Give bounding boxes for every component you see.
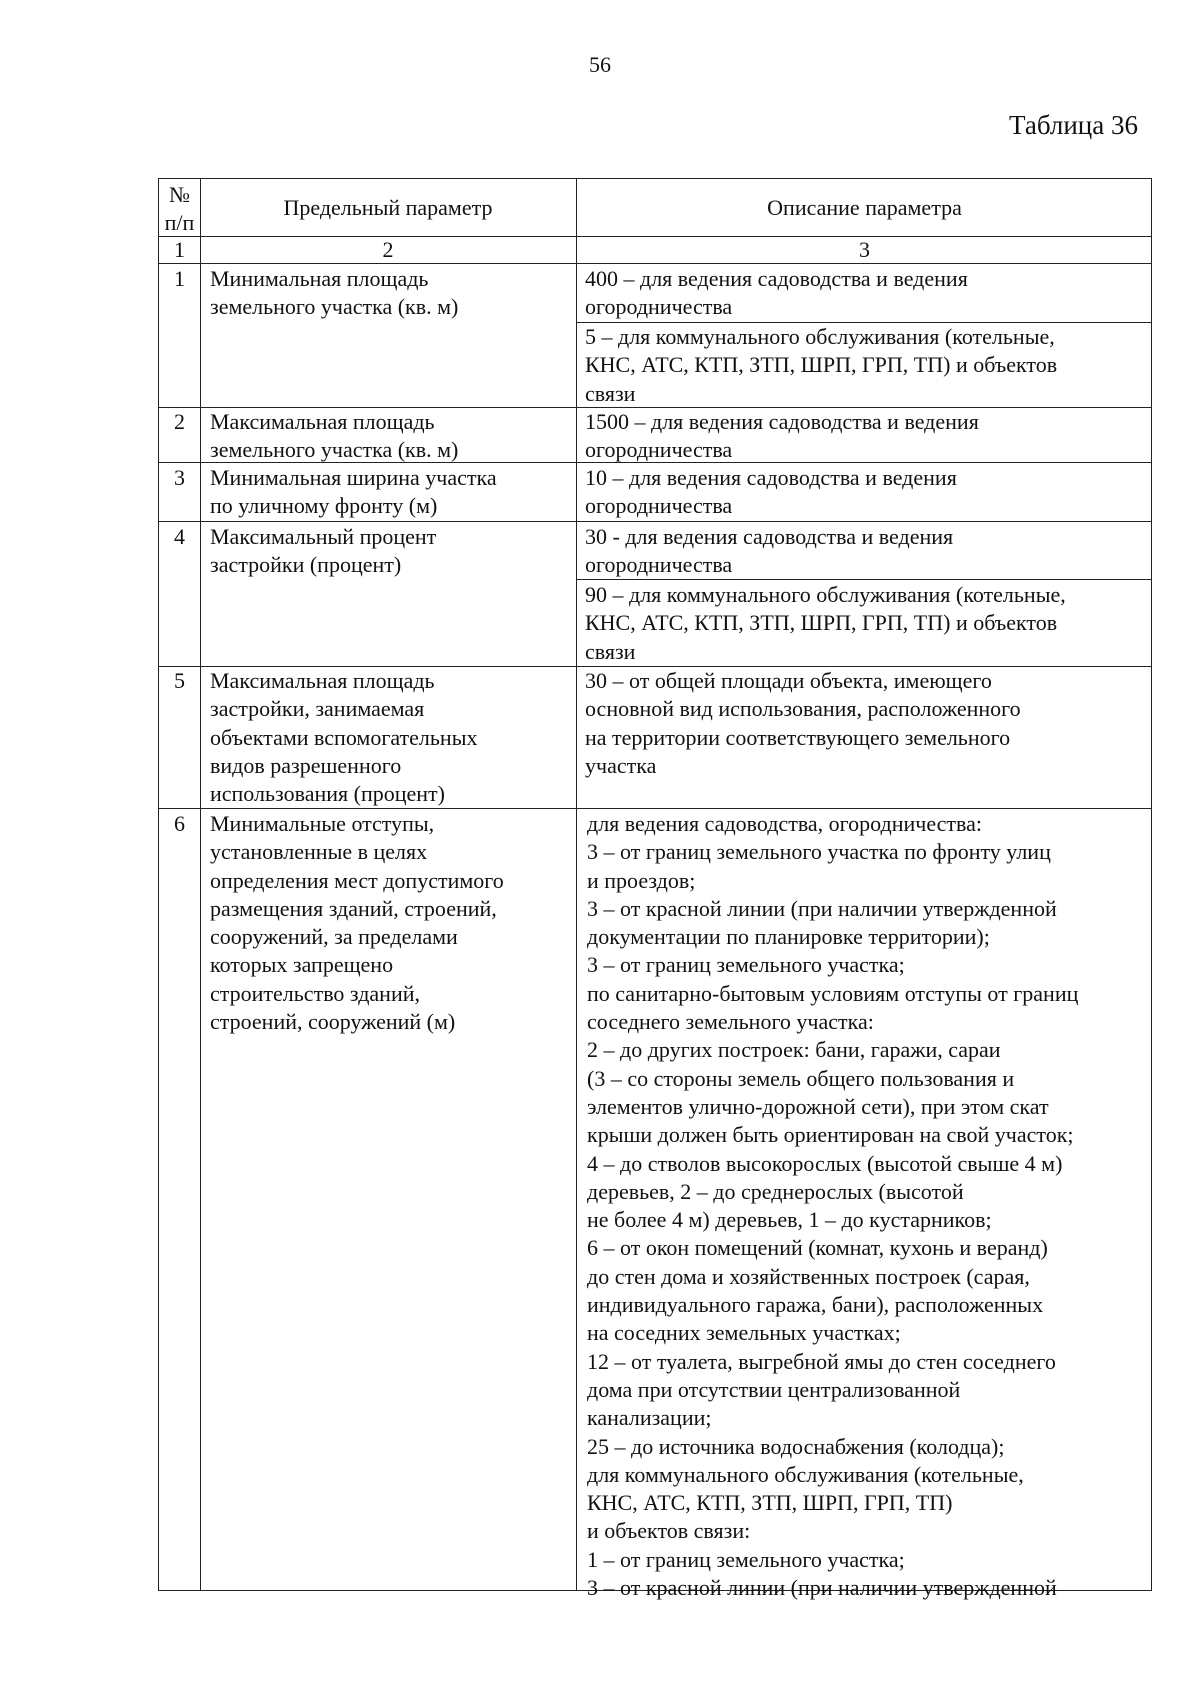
header-description: Описание параметра: [767, 195, 962, 220]
row-number: 3: [174, 465, 185, 490]
description-line: 12 – от туалета, выгребной ямы до стен соседнего: [587, 1348, 1056, 1374]
parameter-cell: Минимальная площадь земельного участка (кв. м): [210, 266, 459, 320]
parameter-cell: Максимальный процент застройки (процент): [210, 524, 437, 578]
description-line: 3 – от красной линии (при наличии утвержденной: [587, 1575, 1057, 1601]
limits-table: [158, 178, 1152, 1601]
description-line: документации по планировке территории);: [587, 924, 990, 950]
description-line: 25 – до источника водоснабжения (колодца);: [587, 1433, 1005, 1459]
description-line: индивидуального гаража, бани), расположенных: [587, 1292, 1044, 1318]
description-cell: 400 – для ведения садоводства и ведения огородничества: [585, 266, 968, 320]
description-line: на соседних земельных участках;: [587, 1320, 901, 1346]
row-number: 4: [174, 524, 185, 549]
description-line: 4 – до стволов высокорослых (высотой свыше 4 м): [587, 1150, 1063, 1176]
parameter-cell: Минимальная ширина участка по уличному фронту (м): [210, 465, 497, 519]
description-cell: 1500 – для ведения садоводства и ведения огородничества: [585, 409, 979, 463]
description-line: и проездов;: [587, 867, 696, 893]
description-line: 3 – от границ земельного участка по фронту улиц: [587, 839, 1051, 865]
description-cell: 90 – для коммунального обслуживания (котельные, КНС, АТС, КТП, ЗТП, ШРП, ГРП, ТП) и объектов связи: [585, 582, 1066, 664]
column-divider: [576, 179, 577, 1590]
row-number: 6: [174, 811, 185, 836]
description-line: 6 – от окон помещений (комнат, кухонь и веранд): [587, 1235, 1048, 1261]
description-cell: 10 – для ведения садоводства и ведения огородничества: [585, 465, 957, 519]
description-line: для ведения садоводства, огородничества:: [587, 811, 982, 836]
description-line: элементов улично-дорожной сети), при этом скат: [587, 1093, 1049, 1119]
description-cell: [587, 810, 1078, 1602]
parameter-cell: Максимальная площадь застройки, занимаемая объектами вспомогательных видов разрешенного использования (процент): [210, 668, 478, 807]
row-number: 5: [174, 668, 185, 693]
description-line: канализации;: [587, 1405, 712, 1431]
parameter-cell: Минимальные отступы, установленные в целях определения мест допустимого размещения зданий, строений, сооружений, за пределами которых запрещено строительство зданий, строений, сооружений (м): [210, 811, 504, 1035]
column-number: 1: [174, 237, 185, 262]
header-parameter: Предельный параметр: [283, 195, 493, 220]
description-line: КНС, АТС, КТП, ЗТП, ШРП, ГРП, ТП): [587, 1490, 953, 1516]
description-line: 3 – от границ земельного участка;: [587, 952, 905, 978]
column-divider: [200, 179, 201, 1590]
description-line: не более 4 м) деревьев, 1 – до кустарников;: [587, 1207, 992, 1233]
description-line: крыши должен быть ориентирован на свой участок;: [587, 1122, 1074, 1148]
description-line: (3 – со стороны земель общего пользования и: [587, 1065, 1015, 1091]
description-line: деревьев, 2 – до среднерослых (высотой: [587, 1178, 964, 1204]
description-line: по санитарно-бытовым условиям отступы от границ: [587, 980, 1079, 1006]
description-cell: 30 – от общей площади объекта, имеющего основной вид использования, расположенного на территории соответствующего земельного участка: [585, 668, 1021, 778]
description-line: до стен дома и хозяйственных построек (сарая,: [587, 1263, 1030, 1289]
table-caption: Таблица 36: [1009, 110, 1138, 140]
description-line: дома при отсутствии централизованной: [587, 1376, 961, 1402]
row-divider: [159, 521, 1151, 522]
description-cell: 30 - для ведения садоводства и ведения огородничества: [585, 524, 954, 578]
page-number: 56: [589, 52, 611, 77]
description-cell: 5 – для коммунального обслуживания (котельные, КНС, АТС, КТП, ЗТП, ШРП, ГРП, ТП) и объектов связи: [585, 324, 1058, 406]
column-number: 2: [382, 237, 394, 262]
description-line: и объектов связи:: [587, 1518, 751, 1544]
row-number: 2: [174, 409, 185, 434]
description-line: для коммунального обслуживания (котельные,: [587, 1461, 1024, 1487]
description-line: 2 – до других построек: бани, гаражи, сараи: [587, 1037, 1001, 1063]
description-line: 1 – от границ земельного участка;: [587, 1546, 905, 1572]
description-line: соседнего земельного участка:: [587, 1009, 874, 1035]
description-line: 3 – от красной линии (при наличии утвержденной: [587, 895, 1057, 921]
row-number: 1: [174, 266, 185, 291]
column-number: 3: [859, 237, 870, 262]
header-number-cell: № п/п: [164, 182, 195, 236]
parameter-cell: Максимальная площадь земельного участка (кв. м): [210, 409, 459, 463]
